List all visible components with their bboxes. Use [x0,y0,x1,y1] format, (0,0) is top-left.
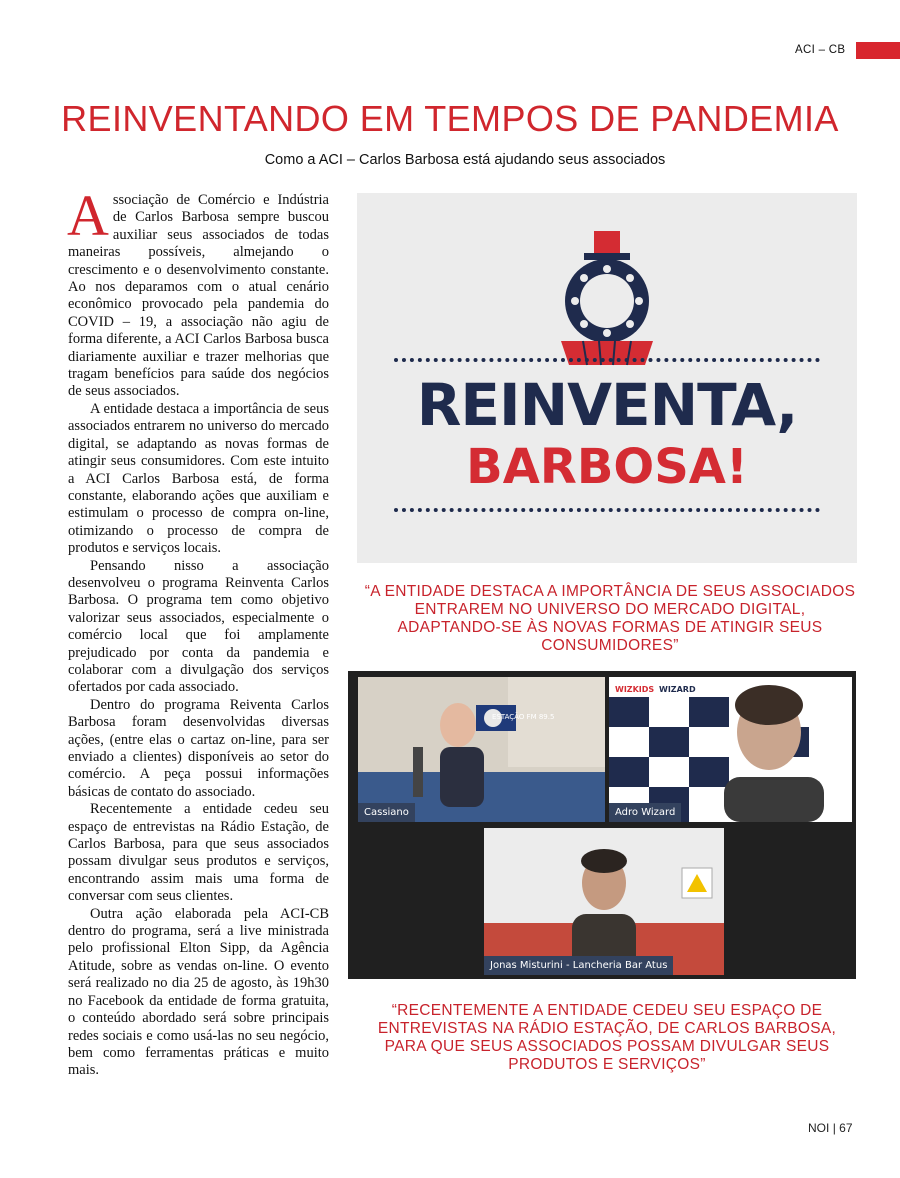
participant-label-cassiano: Cassiano [358,803,415,822]
dotted-rule-top [394,358,820,362]
body-paragraph-1 [67,183,329,401]
drop-cap: A [67,183,109,248]
magazine-name: NOI [808,1121,830,1135]
section-tag: ACI – CB [795,44,846,56]
body-paragraph-5: Recentemente a entidade cedeu seu espaço de entrevistas na Rádio Estação, de Carlos Barbosa, para que seus associados possam divulgar seus produtos e serviços, encontrando assim mais uma forma de conversar com seus clientes. [68,801,329,905]
page-number: 67 [839,1121,853,1135]
article-title: REINVENTANDO EM TEMPOS DE PANDEMIA [61,98,839,139]
video-tile-cassiano [358,677,605,822]
train-icon [547,229,667,379]
video-call-screenshot [348,671,856,979]
body-paragraph-4: Dentro do programa Reiventa Carlos Barbosa foram desenvolvidas diversas ações, (entre elas o cartaz on-line, para ser enviado a clientes) disponíveis ao setor do comércio. A peça possui informações básicas de contato do associado. [68,696,329,800]
wizard-backdrop-illustration [609,677,852,822]
body-paragraph-6: Outra ação elaborada pela ACI-CB dentro do programa, será a live ministrada pelo profissional Elton Sipp, da Agência Atitude, sobre as vendas on-line. O evento será realizado no dia 25 de agosto, às 19h30 no Facebook da entidade de forma gratuita, o conteúdo abordado será sobre principais redes sociais e como usá-las no seu negócio, bem como ferramentas práticas e muito mais. [68,905,329,1079]
pull-quote-2: “RECENTEMENTE A ENTIDADE CEDEU SEU ESPAÇO DE ENTREVISTAS NA RÁDIO ESTAÇÃO, DE CARLOS BARBOSA, PARA QUE SEUS ASSOCIADOS POSSAM DIVULGAR SEUS PRODUTOS E SERVIÇOS” [377,1002,837,1073]
section-tag-bar [856,42,900,59]
body-paragraph-3: Pensando nisso a associação desenvolveu o programa Reinventa Carlos Barbosa. O programa tem como objetivo valorizar seus associados, especialmente o comércio local que foi amplamente prejudicado por conta da pandemia e colaborar com a divulgação dos serviços ofertados por cada associado. [68,557,329,696]
participant-label-adro: Adro Wizard [609,803,681,822]
video-tile-jonas [484,828,724,975]
pull-quote-1: “A ENTIDADE DESTACA A IMPORTÂNCIA DE SEUS ASSOCIADOS ENTRAREM NO UNIVERSO DO MERCADO DIGITAL, ADAPTANDO-SE ÀS NOVAS FORMAS DE ATINGIR SEUS CONSUMIDORES” [364,583,856,654]
logo-line-2: BARBOSA! [466,439,748,495]
radio-studio-illustration [358,677,605,822]
dotted-rule-bottom [394,508,820,512]
kitchen-illustration [484,828,724,975]
video-tile-adro [609,677,852,822]
reinventa-logo-panel [357,193,857,563]
body-paragraph-2: A entidade destaca a importância de seus associados entrarem no universo do mercado digital, se adaptando as novas formas de atingir seus consumidores. Com este intuito a ACI Carlos Barbosa está, de forma constante, elaborando ações que auxiliam e estimulam o processo de compra on-line, otimizando o processo de compra de produtos e serviços locais. [68,400,329,557]
page-footer [808,1121,853,1135]
radio-sign-text: ESTAÇÃO FM 89.5 [492,713,555,721]
body-paragraph-1-text: ssociação de Comércio e Indústria de Carlos Barbosa sempre buscou auxiliar seus associados de todas maneiras possíveis, almejando o crescimento e o desenvolvimento constante. Ao nos deparamos com o atual cenário econômico provocado pela pandemia do COVID – 19, a associação não agiu de forma diferente, a ACI Carlos Barbosa busca diariamente auxiliar e trazer melhorias que tragam benefícios para saúde dos negócios de seus associados. [68,192,329,400]
wizard-logo-text: WIZARD [659,685,696,694]
footer-separator: | [832,1121,836,1135]
article-subtitle: Como a ACI – Carlos Barbosa está ajudando seus associados [264,152,666,168]
body-text-column [67,183,329,1080]
wizkids-logo-text: WIZKIDS [615,685,655,694]
logo-line-1: REINVENTA, [416,371,798,439]
participant-label-jonas: Jonas Misturini - Lancheria Bar Atus [484,956,673,975]
